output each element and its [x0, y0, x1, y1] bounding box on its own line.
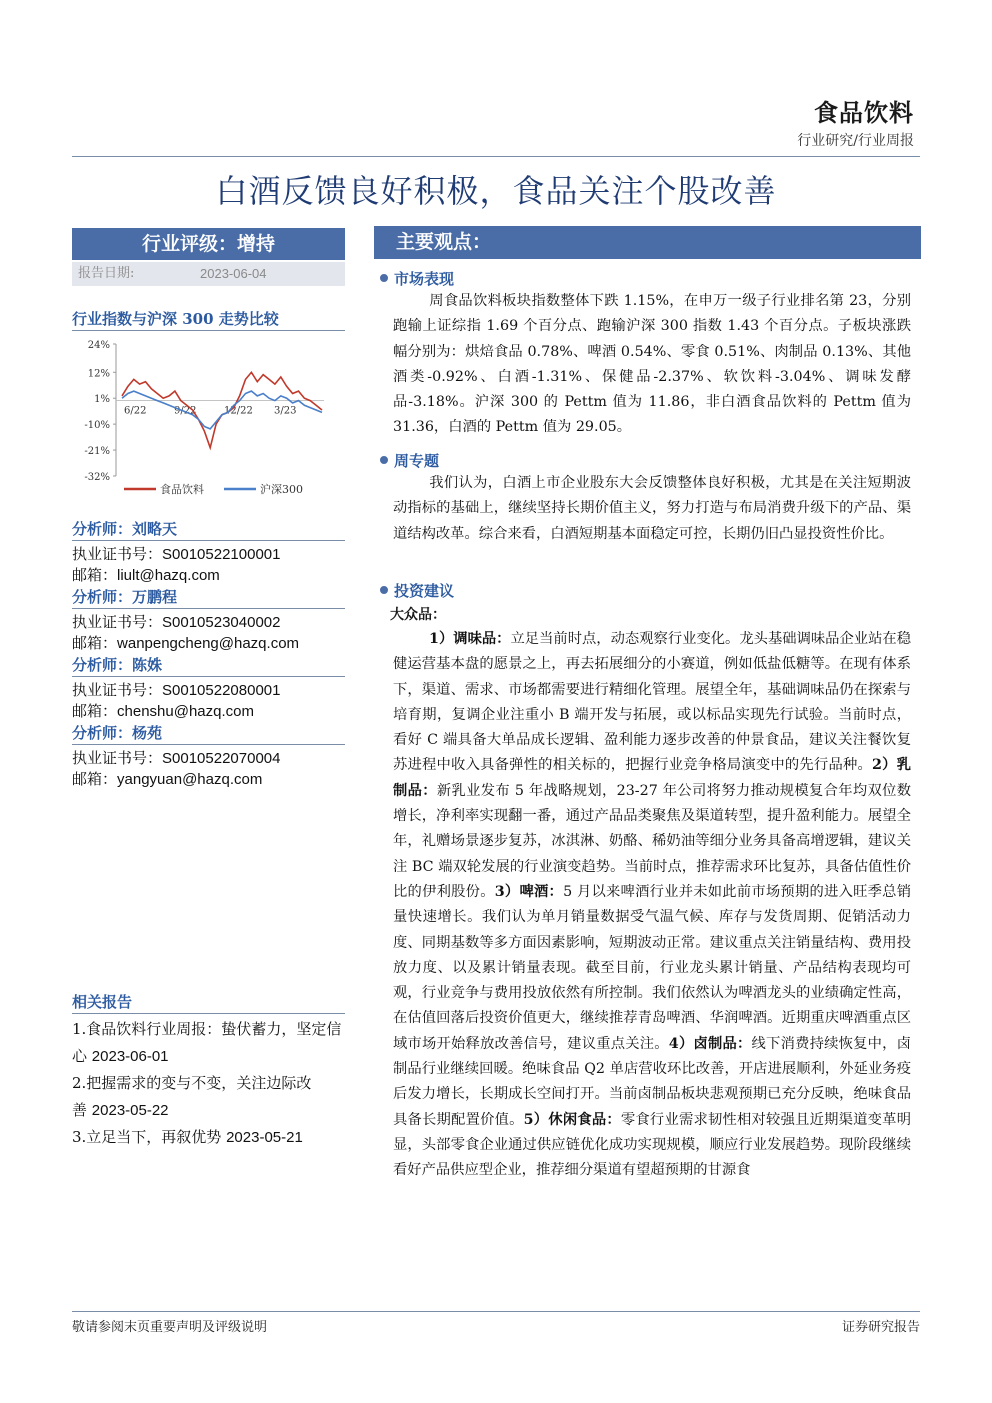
chart-title: 行业指数与沪深 300 走势比较 [72, 310, 279, 328]
related-report-date: 2023-05-22 [91, 1102, 169, 1119]
investment-paragraph [393, 627, 911, 1184]
analyst-cert-3 [72, 679, 280, 700]
footer-doc-type: 证券研究报告 [841, 1320, 920, 1335]
cert-number: S0010522070004 [162, 750, 281, 767]
beer-text: 5 月以来啤酒行业并未如此前市场预期的进入旺季总销量快速增长。我们认为单月销量数据受气温气候、库存与发货周期、促销活动力度、同期基数等多方面因素影响，短期波动正常。建议重点关注销量结构、费用投放力度、以及累计销量表现。截至目前，行业龙头累计销量、产品结构表现均可观，行业竞争与费用投放依然有所控制。我们依然认为啤酒龙头的业绩确定性高，在估值回落后投资价值更大，继续推荐青岛啤酒、华润啤酒。近期重庆啤酒重点区域市场开始释放改善信号，建议重点关注。 [393, 883, 912, 1052]
analyst-email-4 [72, 768, 262, 789]
cert-label: 执业证书号： [72, 681, 163, 699]
report-date-label: 报告日期: [78, 266, 135, 281]
email-address[interactable]: liult@hazq.com [117, 567, 220, 584]
analyst-heading-3: 分析师：陈姝 [72, 656, 163, 674]
y-tick-label: -21% [84, 446, 110, 458]
weekly-heading [380, 450, 439, 471]
related-report-date: 2023-05-21 [226, 1129, 303, 1146]
analyst-divider-2 [72, 608, 345, 609]
mass-consumer-label: 大众品： [390, 607, 446, 623]
x-tick-label: 12/22 [224, 405, 253, 417]
analyst-divider-1 [72, 540, 345, 541]
analyst-cert-4 [72, 747, 280, 768]
cert-number: S0010522100001 [162, 546, 281, 563]
bullet-icon [380, 456, 388, 464]
email-address[interactable]: chenshu@hazq.com [117, 703, 254, 720]
analyst-divider-3 [72, 676, 345, 677]
related-reports-heading: 相关报告 [72, 993, 133, 1011]
email-address[interactable]: wanpengcheng@hazq.com [117, 635, 300, 652]
analyst-cert-2 [72, 611, 280, 632]
report-title: 白酒反馈良好积极，食品关注个股改善 [215, 172, 777, 210]
report-date-value: 2023-06-04 [200, 266, 267, 281]
related-report-1[interactable] [72, 1016, 352, 1070]
footer-divider [72, 1311, 920, 1312]
index-comparison-chart [72, 336, 345, 506]
analyst-email-1 [72, 564, 220, 585]
x-tick-label: 6/22 [124, 405, 147, 417]
related-reports-divider [72, 1013, 345, 1014]
dairy-label: 2）乳制品： [393, 757, 911, 799]
analyst-heading-4: 分析师：杨苑 [72, 724, 163, 742]
market-heading [380, 268, 454, 289]
condiment-text: 立足当前时点，动态观察行业变化。龙头基础调味品企业站在稳健运营基本盘的愿景之上，再去拓展细分的小赛道，例如低盐低糖等。在现有体系下，渠道、需求、市场都需要进行精细化管理。展望全年，基础调味品仍在探索与培育期，复调企业注重小 B 端开发与拓展，或以标品实现先行试验。当前时点，看好 C 端具备大单品成长逻辑、盈利能力逐步改善的仲景食品，建议关注餐饮复苏进程中收入具备弹性的相关标的，把握行业竞争格局演变中的先行品种。 [393, 631, 911, 774]
y-tick-label: 24% [87, 340, 110, 351]
related-report-title: 3.立足当下，再叙优势 [72, 1128, 222, 1146]
email-label: 邮箱： [72, 702, 118, 720]
report-type: 行业研究/行业周报 [797, 133, 914, 149]
legend-label: 食品饮料 [160, 483, 204, 496]
analyst-heading-2: 分析师：万鹏程 [72, 588, 178, 606]
related-report-2[interactable] [72, 1070, 352, 1124]
market-text: 周食品饮料板块指数整体下跌 1.15%，在申万一级子行业排名第 23，分别跑输上证综指 1.69 个百分点、跑输沪深 300 指数 1.43 个百分点。子板块涨跌幅分别为：烘焙食品 0.78%、啤酒 0.54%、零食 0.51%、肉制品 0.13%、其他酒类-0.92%、白酒-1.31%、保健品-2.37%、软饮料-3.04%、调味发酵品-3.18%。沪深 300 的 Pettm 值为 11.86，非白酒食品饮料的 Pettm 值为 31.36，白酒的 Pettm 值为 29.05。 [393, 293, 911, 436]
y-tick-label: -10% [84, 420, 110, 432]
chart-title-divider [72, 330, 345, 331]
report-category: 食品饮料 [814, 98, 914, 127]
beer-label: 3）啤酒： [494, 883, 564, 900]
related-report-3[interactable] [72, 1124, 352, 1151]
analyst-cert-1 [72, 543, 280, 564]
related-report-title: 2.把握需求的变与不变，关注边际改善 [72, 1074, 312, 1119]
market-paragraph [393, 289, 911, 441]
condiment-label: 1）调味品： [429, 631, 511, 647]
report-date-row [72, 262, 345, 286]
email-label: 邮箱： [72, 566, 118, 584]
snack-label: 5）休闲食品： [523, 1111, 621, 1128]
snack-text: 零食行业需求韧性相对较强且近期渠道变革明显，头部零食企业通过供应链优化成功实现规模，顺应行业发展趋势。现阶段继续看好产品供应型企业，推荐细分渠道有望超预期的甘源食 [393, 1111, 911, 1179]
y-tick-label: 1% [94, 394, 110, 406]
cert-label: 执业证书号： [72, 613, 163, 631]
y-tick-label: 12% [87, 368, 110, 380]
main-views-heading: 主要观点： [396, 231, 492, 253]
email-label: 邮箱： [72, 634, 118, 652]
weekly-heading-text: 周专题 [394, 452, 440, 470]
related-report-title: 1.食品饮料行业周报：蛰伏蓄力，坚定信心 [72, 1020, 342, 1065]
braised-food-label: 4）卤制品： [668, 1035, 752, 1052]
bullet-icon [380, 274, 388, 282]
weekly-text: 我们认为，白酒上市企业股东大会反馈整体良好积极，尤其是在关注短期波动指标的基础上，继续坚持长期价值主义，努力打造与布局消费升级下的产品、渠道结构改革。综合来看，白酒短期基本面稳定可控，长期仍旧凸显投资性价比。 [393, 475, 911, 542]
cert-number: S0010523040002 [162, 614, 281, 631]
braised-food-text: 线下消费持续恢复中，卤制品行业继续回暖。绝味食品 Q2 单店营收环比改善，开店进展顺利，外延业务疫后发力增长，长期成长空间打开。当前卤制品板块悲观预期已充分反映，绝味食品具备长期配置价值。 [393, 1035, 911, 1128]
related-report-date: 2023-06-01 [91, 1048, 169, 1065]
analyst-email-3 [72, 700, 254, 721]
y-tick-label: -32% [84, 472, 110, 483]
bullet-icon [380, 586, 388, 594]
weekly-paragraph [393, 471, 911, 547]
main-views-bar [374, 226, 921, 259]
analyst-heading-1: 分析师：刘略天 [72, 520, 178, 538]
market-heading-text: 市场表现 [394, 270, 455, 288]
email-label: 邮箱： [72, 770, 118, 788]
legend-label: 沪深300 [260, 483, 303, 496]
email-address[interactable]: yangyuan@hazq.com [117, 771, 263, 788]
x-tick-label: 9/22 [174, 405, 197, 417]
x-tick-label: 3/23 [274, 405, 297, 417]
invest-heading [380, 580, 454, 601]
analyst-email-2 [72, 632, 299, 653]
cert-label: 执业证书号： [72, 749, 163, 767]
footer-disclaimer: 敬请参阅末页重要声明及评级说明 [72, 1320, 268, 1335]
analyst-divider-4 [72, 744, 345, 745]
dairy-text: 新乳业发布 5 年战略规划，23-27 年公司将努力推动规模复合年均双位数增长，净利率实现翻一番，通过产品品类聚焦及渠道转型，提升盈利能力。展望全年，礼赠场景逐步复苏，冰淇淋、奶酪、稀奶油等细分业务具备高增逻辑，建议关注 BC 端双轮发展的行业演变趋势。当前时点，推荐需求环比复苏，具备估值性价比的伊利股份。 [393, 782, 912, 900]
cert-number: S0010522080001 [162, 682, 281, 699]
cert-label: 执业证书号： [72, 545, 163, 563]
invest-heading-text: 投资建议 [394, 582, 455, 600]
header-divider [72, 156, 920, 157]
industry-rating: 行业评级：增持 [72, 228, 345, 260]
